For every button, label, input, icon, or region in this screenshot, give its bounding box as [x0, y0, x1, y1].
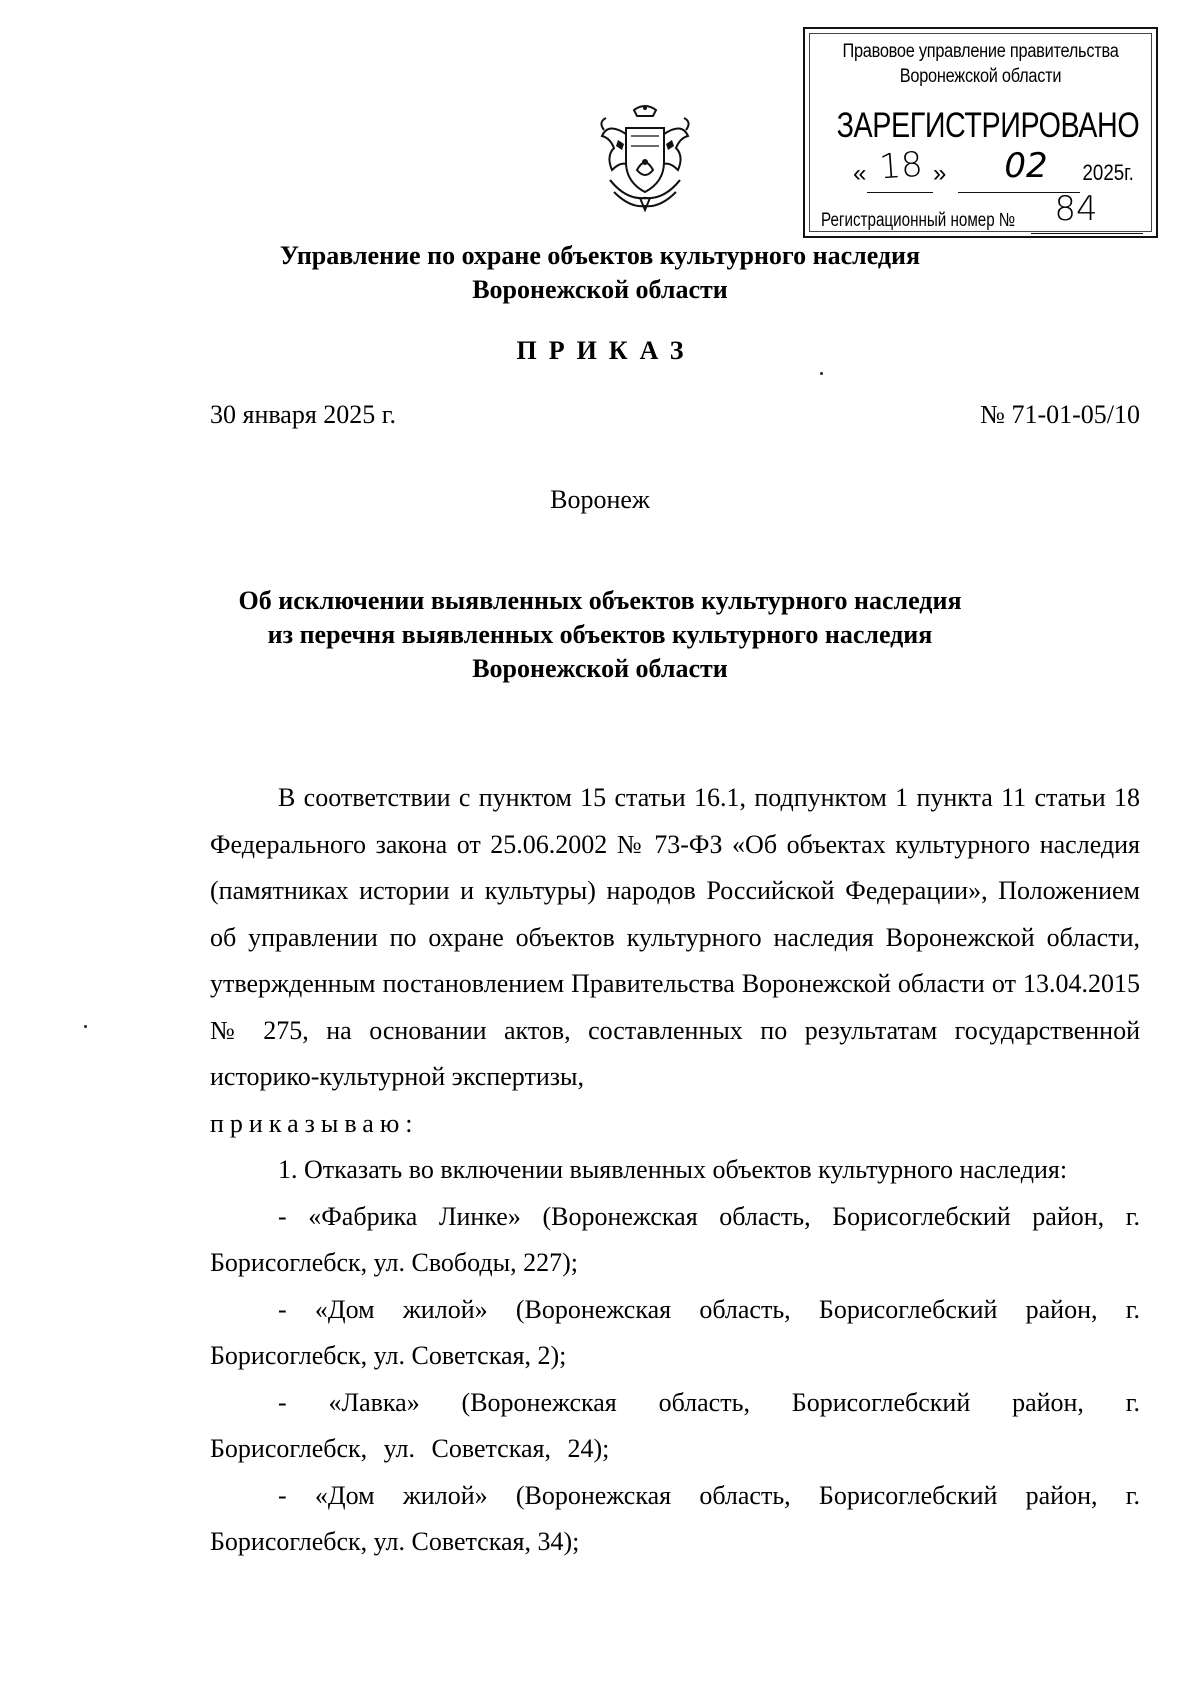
stamp-registered-label: ЗАРЕГИСТРИРОВАНО: [836, 106, 1140, 145]
stamp-reg-number-handwritten: 84: [1054, 189, 1098, 229]
document-city: Воронеж: [550, 485, 650, 514]
subject-line2: из перечня выявленных объектов культурного наследия: [267, 620, 933, 649]
stamp-reg-underline: [1031, 233, 1143, 234]
document-date: 30 января 2025 г.: [210, 400, 397, 429]
organization-name-line1: Управление по охране объектов культурного наследия: [279, 241, 921, 270]
object-list-item: - «Дом жилой» (Воронежская область, Борисоглебский район, г. Борисоглебск, ул. Советская, 34);: [210, 1480, 1140, 1556]
stamp-quote-close: »: [933, 160, 947, 187]
preamble-paragraph: В соответствии с пунктом 15 статьи 16.1, подпунктом 1 пункта 11 статьи 18 Федерального закона от 25.06.2002 № 73-ФЗ «Об объектах культурного наследия (памятниках истории и культуры) народов Российской Федерации», Положением об управлении по охране объектов культурного наследия Воронежской области, утвержденным постановлением Правительства Воронежской области от 13.04.2015 № 275, на основании актов, составленных по результатам государственной историко-культурной экспертизы,: [210, 783, 1140, 1091]
stamp-day-underline: [867, 192, 933, 193]
stamp-month-handwritten: 02: [1004, 146, 1048, 186]
registration-stamp: [803, 27, 1158, 238]
stamp-day-handwritten: 18: [878, 144, 924, 188]
object-list-item: - «Лавка» (Воронежская область, Борисоглебский район, г. Борисоглебск, ул. Советская, 24);: [210, 1387, 1140, 1463]
document-body: [210, 775, 1140, 1566]
object-list-item: - «Дом жилой» (Воронежская область, Борисоглебский район, г. Борисоглебск, ул. Советская, 2);: [210, 1294, 1140, 1370]
stamp-registration-number: [821, 189, 1151, 233]
stamp-date: [853, 144, 1136, 196]
subject-line1: Об исключении выявленных объектов культурного наследия: [238, 586, 962, 615]
document-title: ПРИКАЗ: [516, 336, 696, 365]
document-number: № 71-01-05/10: [980, 400, 1140, 429]
organization-name-line2: Воронежской области: [472, 275, 728, 304]
stamp-month-underline: [958, 192, 1080, 193]
object-list-item: - «Фабрика Линке» (Воронежская область, Борисоглебский район, г. Борисоглебск, ул. Свободы, 227);: [210, 1201, 1140, 1277]
coat-of-arms-emblem: [596, 100, 694, 212]
stamp-reg-label: Регистрационный номер №: [821, 210, 1016, 231]
order-item-1: 1. Отказать во включении выявленных объектов культурного наследия:: [278, 1155, 1068, 1184]
order-word: приказываю:: [210, 1108, 419, 1138]
organization-name: [0, 239, 1200, 307]
stamp-authority-line2: Воронежской области: [899, 66, 1062, 87]
stamp-authority-line1: Правовое управление правительства: [842, 41, 1119, 62]
stamp-year: 2025г.: [1082, 160, 1134, 185]
subject-line3: Воронежской области: [472, 654, 728, 683]
stamp-quote-open: «: [853, 160, 867, 187]
scan-speck: [820, 372, 823, 375]
document-subject: [0, 584, 1200, 686]
scan-speck: [84, 1025, 87, 1028]
